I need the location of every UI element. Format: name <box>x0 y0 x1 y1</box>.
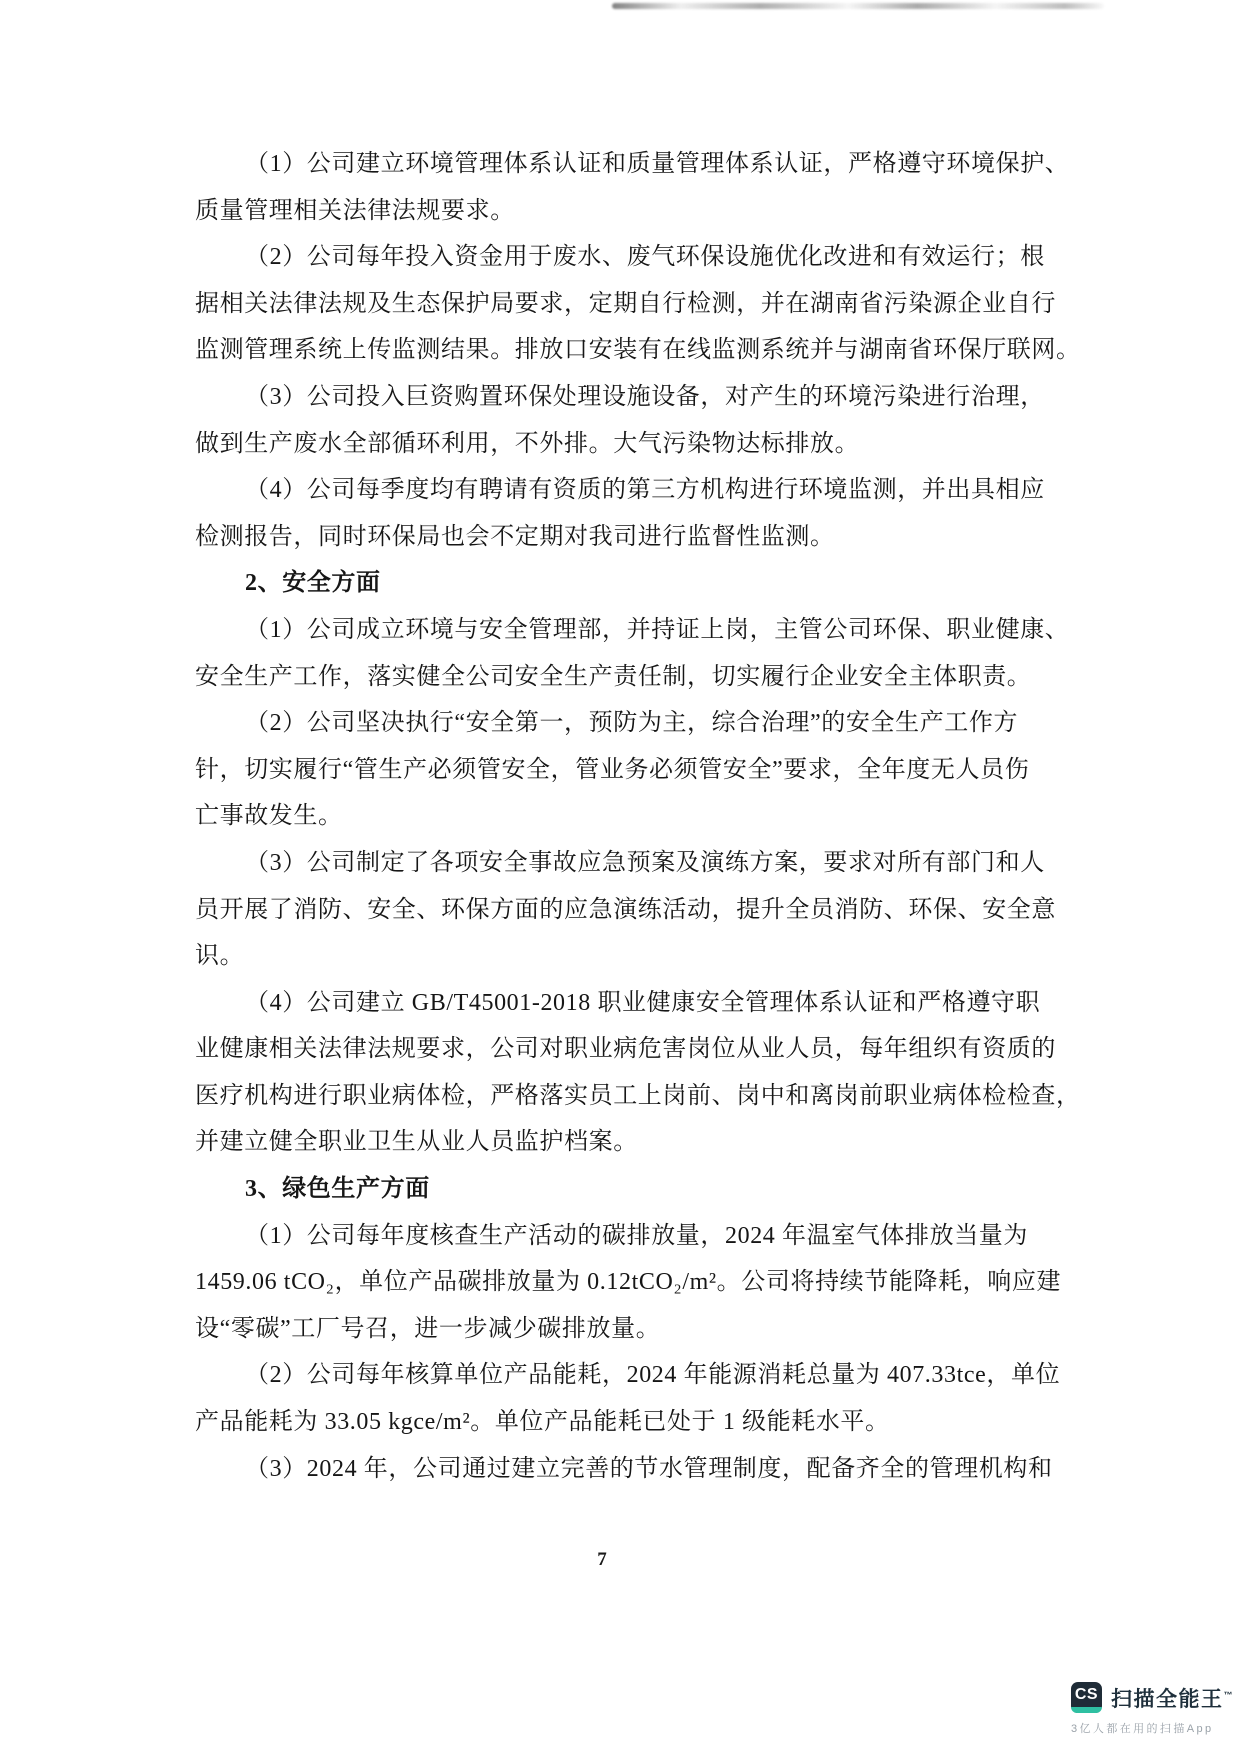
scan-artifact-smudge <box>612 3 1104 9</box>
document-body <box>195 141 1095 1492</box>
text-line: 针，切实履行“管生产必须管安全，管业务必须管安全”要求，全年度无人员伤 <box>195 756 1030 783</box>
text-line: （3）公司投入巨资购置环保处理设施设备，对产生的环境污染进行治理， <box>245 383 1045 410</box>
text-line: 2、安全方面 <box>245 570 381 597</box>
text-line: 设“零碳”工厂号召，进一步减少碳排放量。 <box>195 1315 661 1342</box>
text-line: 产品能耗为 33.05 kgce/m²。单位产品能耗已处于 1 级能耗水平。 <box>195 1409 890 1436</box>
trademark-symbol: ™ <box>1223 1689 1233 1700</box>
text-line: 业健康相关法律法规要求，公司对职业病危害岗位从业人员，每年组织有资质的 <box>195 1036 1056 1063</box>
camscanner-logo-row <box>1071 1682 1233 1713</box>
text-line: 亡事故发生。 <box>195 803 343 830</box>
text-line: （1）公司建立环境管理体系认证和质量管理体系认证，严格遵守环境保护、 <box>245 151 1070 177</box>
text-line: 医疗机构进行职业病体检，严格落实员工上岗前、岗中和离岗前职业病体检检查， <box>195 1082 1081 1109</box>
camscanner-tagline: 3亿人都在用的扫描App <box>1071 1723 1214 1735</box>
text-line: （4）公司每季度均有聘请有资质的第三方机构进行环境监测，并出具相应 <box>245 477 1045 504</box>
page-number: 7 <box>597 1549 607 1570</box>
text-line: 监测管理系统上传监测结果。排放口安装有在线监测系统并与湖南省环保厅联网。 <box>195 337 1081 364</box>
camscanner-brand-name: 扫描全能王 <box>1111 1687 1224 1711</box>
camscanner-icon-label: CS <box>1074 1686 1099 1703</box>
text-line: 安全生产工作，落实健全公司安全生产责任制，切实履行企业安全主体职责。 <box>195 663 1032 690</box>
camscanner-icon-accent-bar <box>1071 1707 1102 1713</box>
text-line: 据相关法律法规及生态保护局要求，定期自行检测，并在湖南省污染源企业自行 <box>195 290 1056 317</box>
text-line: 3、绿色生产方面 <box>245 1176 430 1203</box>
text-line: （2）公司坚决执行“安全第一，预防为主，综合治理”的安全生产工作方 <box>245 710 1019 737</box>
text-line: 质量管理相关法律法规要求。 <box>195 197 515 224</box>
camscanner-logo-icon <box>1071 1682 1102 1713</box>
text-line: 1459.06 tCO₂，单位产品碳排放量为 0.12tCO₂/m²。公司将持续节能降耗，响应建 <box>195 1269 1062 1296</box>
text-line: 识。 <box>195 943 245 970</box>
text-line: （3）公司制定了各项安全事故应急预案及演练方案，要求对所有部门和人 <box>245 849 1045 876</box>
text-line: 检测报告，同时环保局也会不定期对我司进行监督性监测。 <box>195 523 835 550</box>
camscanner-watermark <box>1071 1682 1233 1736</box>
text-line: 员开展了消防、安全、环保方面的应急演练活动，提升全员消防、环保、安全意 <box>195 896 1056 923</box>
text-line: （3）2024 年，公司通过建立完善的节水管理制度，配备齐全的管理机构和 <box>245 1455 1053 1482</box>
text-line: （1）公司每年度核查生产活动的碳排放量，2024 年温室气体排放当量为 <box>245 1222 1028 1249</box>
text-line: （2）公司每年投入资金用于废水、废气环保设施优化改进和有效运行；根 <box>245 244 1045 271</box>
text-line: （2）公司每年核算单位产品能耗，2024 年能源消耗总量为 407.33tce，单位 <box>245 1362 1061 1389</box>
text-line: 做到生产废水全部循环利用，不外排。大气污染物达标排放。 <box>195 430 860 457</box>
text-line: 并建立健全职业卫生从业人员监护档案。 <box>195 1129 638 1156</box>
text-line: （1）公司成立环境与安全管理部，并持证上岗，主管公司环保、职业健康、 <box>245 616 1070 643</box>
camscanner-brand <box>1111 1683 1233 1713</box>
text-line: （4）公司建立 GB/T45001-2018 职业健康安全管理体系认证和严格遵守职 <box>245 989 1041 1016</box>
